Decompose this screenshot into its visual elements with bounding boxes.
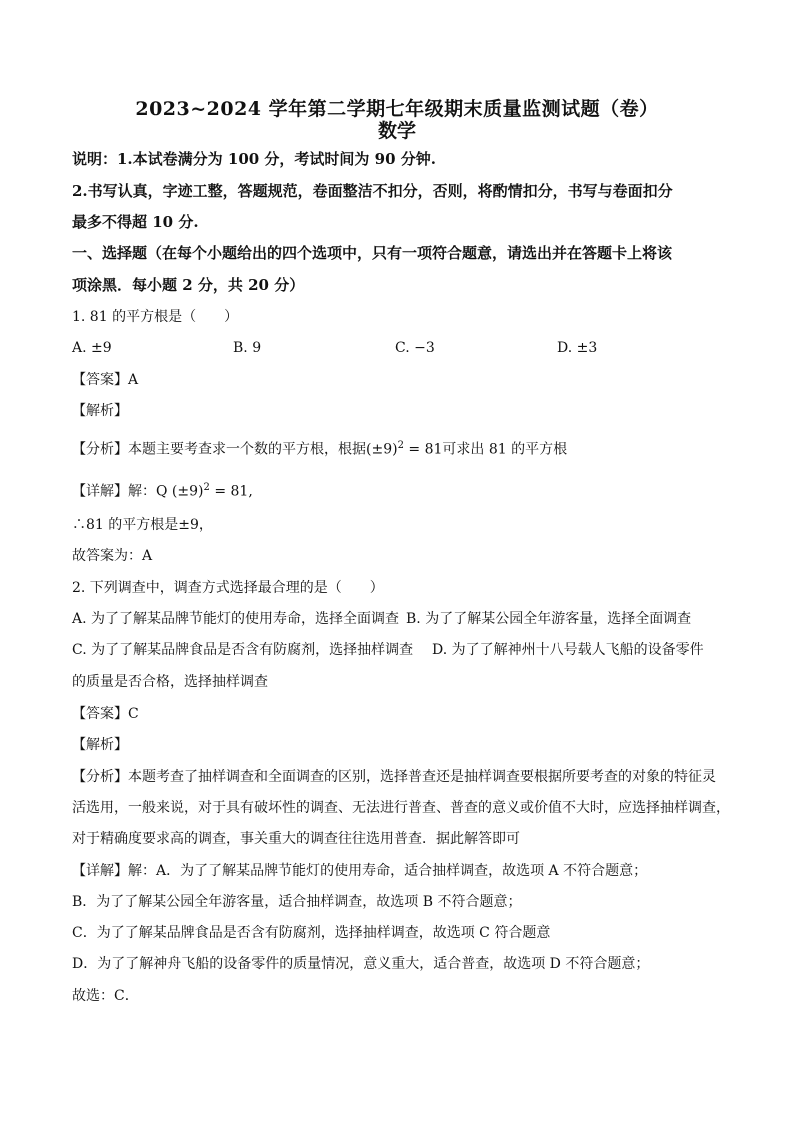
- q2-option-a: A. 为了了解某品牌节能灯的使用寿命，选择全面调查: [72, 611, 400, 627]
- q2-option-d-line-1: D. 为了了解神州十八号载人飞船的设备零件: [432, 642, 704, 658]
- q2-option-c: C. 为了了解某品牌食品是否含有防腐剂，选择抽样调查: [72, 642, 414, 658]
- subject-title: 数学: [377, 120, 416, 142]
- q2-stem: 2. 下列调查中，调查方式选择最合理的是（ ）: [72, 580, 384, 596]
- q1-option-b: B. 9: [233, 340, 262, 356]
- q1-fenxi-math-base: (±9): [366, 441, 398, 458]
- q1-fenxi-math-rest: = 81: [403, 441, 443, 458]
- q1-option-c: C. −3: [395, 340, 435, 356]
- section-heading-line-1: 一、选择题（在每个小题给出的四个选项中，只有一项符合题意，请选出并在答题卡上将该: [72, 244, 673, 262]
- instruction-line-3: 最多不得超 10 分.: [72, 213, 199, 231]
- q1-analysis-tag: 【解析】: [72, 403, 128, 419]
- exam-title: 2023~2024 学年第二学期七年级期末质量监测试题（卷）: [135, 98, 659, 120]
- q1-final: 故答案为：A: [72, 548, 153, 564]
- q1-answer: 【答案】A: [72, 372, 139, 388]
- q1-xiangjie-math-rest: = 81,: [209, 483, 253, 500]
- q1-option-d: D. ±3: [557, 340, 598, 356]
- q2-final: 故选：C．: [72, 988, 139, 1004]
- section-heading-line-2: 项涂黑．每小题 2 分，共 20 分）: [72, 276, 305, 294]
- q1-xiangjie-math-exp: 2: [203, 482, 210, 493]
- q2-fenxi-line-3: 对于精确度要求高的调查，事关重大的调查往往选用普查．据此解答即可: [72, 831, 520, 847]
- q1-fenxi-math-exp: 2: [397, 440, 404, 451]
- instruction-line-1: 说明：1.本试卷满分为 100 分，考试时间为 90 分钟.: [72, 150, 436, 168]
- q2-option-d-line-2: 的质量是否合格，选择抽样调查: [72, 674, 268, 690]
- q2-answer: 【答案】C: [72, 706, 139, 722]
- q1-xiangjie-text: 【详解】解：: [72, 483, 156, 500]
- q1-xiangjie: [72, 479, 732, 501]
- q2-xiangjie-line-3: C．为了了解某品牌食品是否含有防腐剂，选择抽样调查，故选项 C 符合题意: [72, 925, 551, 941]
- q1-fenxi: [72, 437, 732, 459]
- q1-xiangjie-math-base: Q (±9): [156, 483, 204, 500]
- q1-fenxi-text: 【分析】本题主要考查求一个数的平方根，根据: [72, 441, 366, 458]
- q1-stem: 1. 81 的平方根是（ ）: [72, 309, 239, 325]
- q2-xiangjie-line-4: D．为了了解神舟飞船的设备零件的质量情况，意义重大，适合普查，故选项 D 不符合题意；: [72, 956, 650, 972]
- q2-option-b: B. 为了了解某公园全年游客量，选择全面调查: [406, 611, 692, 627]
- q2-xiangjie-line-1: 【详解】解：A．为了了解某品牌节能灯的使用寿命，适合抽样调查，故选项 A 不符合题意；: [72, 863, 648, 879]
- q1-fenxi-tail: 可求出 81 的平方根: [442, 441, 568, 458]
- q2-fenxi-line-2: 活选用，一般来说，对于具有破坏性的调查、无法进行普查、普查的意义或价值不大时，应选择抽样调查，: [72, 800, 730, 816]
- instruction-line-2: 2.书写认真，字迹工整，答题规范，卷面整洁不扣分，否则，将酌情扣分，书写与卷面扣分: [72, 182, 673, 200]
- q2-xiangjie-line-2: B．为了了解某公园全年游客量，适合抽样调查，故选项 B 不符合题意；: [72, 894, 522, 910]
- q1-option-a: A. ±9: [72, 340, 112, 356]
- q1-conclusion: ∴81 的平方根是±9，: [72, 517, 213, 533]
- q2-analysis-tag: 【解析】: [72, 737, 128, 753]
- q2-fenxi-line-1: 【分析】本题考查了抽样调查和全面调查的区别，选择普查还是抽样调查要根据所要考查的对象的特征灵: [72, 769, 716, 785]
